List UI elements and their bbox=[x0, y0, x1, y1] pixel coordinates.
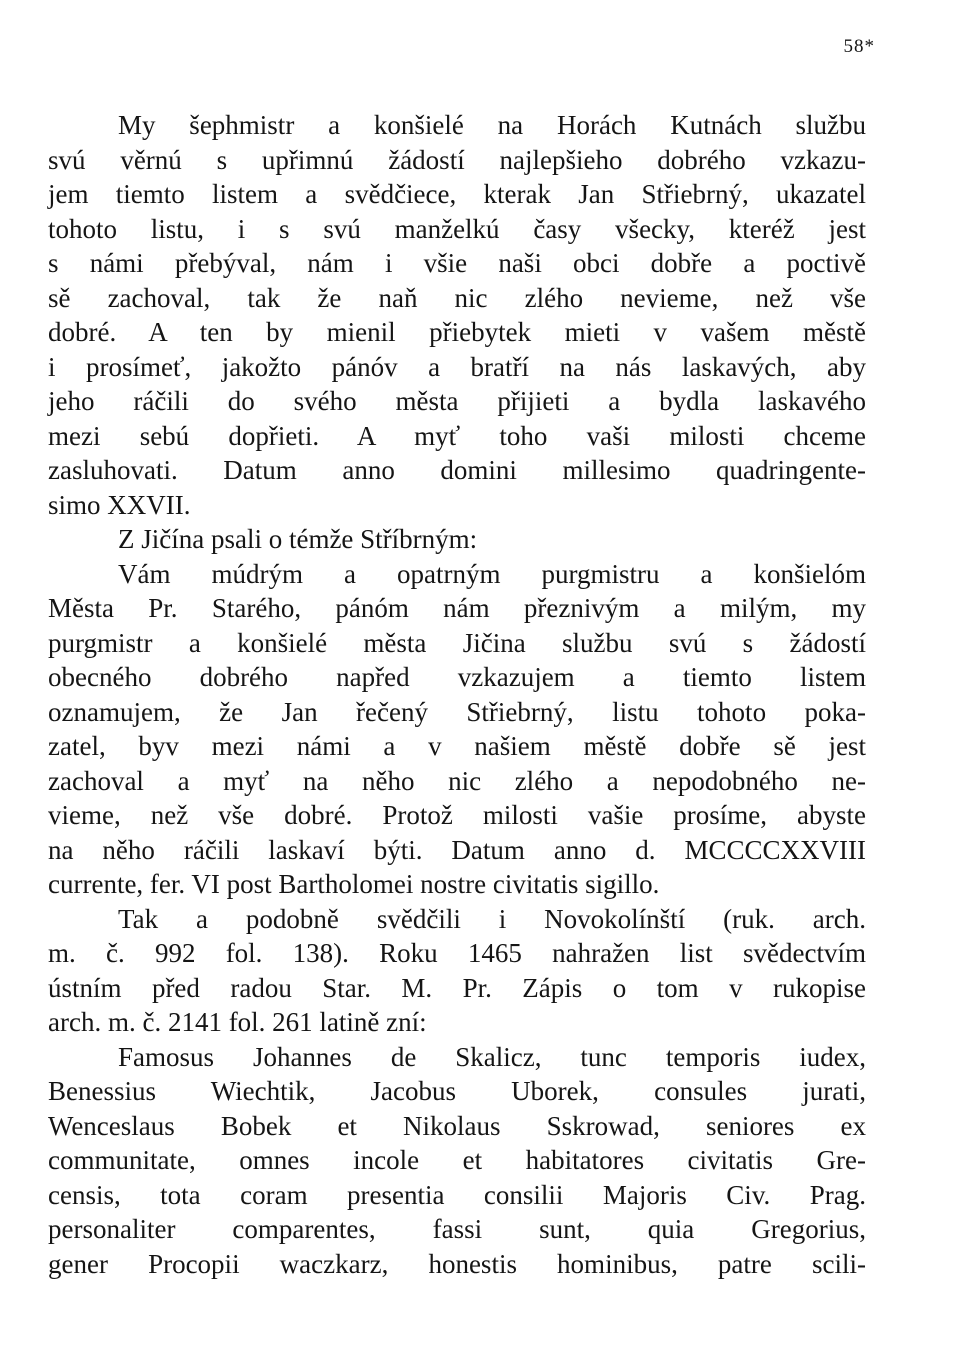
text-line: zasluhovati. Datum anno domini millesimo quadringente- bbox=[48, 455, 866, 485]
text-line: dobré. A ten by mienil přiebytek mieti v vašem městě bbox=[48, 317, 866, 347]
text-line: mezi sebú dopřieti. A myť toho vaši milosti chceme bbox=[48, 420, 866, 451]
text-line: Města Pr. Starého, pánóm nám přeznivým a milým, my bbox=[48, 593, 866, 623]
text-line: svú věrnú s upřimnú žádostí najlepšieho dobrého vzkazu- bbox=[48, 144, 866, 175]
text-line: oznamujem, že Jan řečený Střiebrný, listu tohoto poka- bbox=[48, 696, 866, 727]
text-line: Wenceslaus Bobek et Nikolaus Sskrowad, seniores ex bbox=[48, 1110, 866, 1141]
text-line: Z Jičína psali o témže Stříbrným: bbox=[118, 524, 478, 554]
text-line: vieme, než vše dobré. Protož milosti vašie prosíme, abyste bbox=[48, 800, 866, 830]
text-line: My šephmistr a konšielé na Horách Kutnách službu bbox=[118, 110, 866, 140]
text-line: tohoto listu, i s svú manželkú časy všecky, kteréž jest bbox=[48, 213, 866, 244]
text-line: personaliter comparentes, fassi sunt, quia Gregorius, bbox=[48, 1214, 866, 1244]
body-text bbox=[48, 108, 866, 1281]
text-line: s námi přebýval, nám i všie naši obci dobře a poctivě bbox=[48, 248, 866, 278]
text-line: zachoval a myť na něho nic zlého a nepodobného ne- bbox=[48, 765, 866, 796]
text-line: simo XXVII. bbox=[48, 489, 191, 520]
text-line: gener Procopii waczkarz, honestis hominibus, patre scili- bbox=[48, 1248, 866, 1279]
text-line: m. č. 992 fol. 138). Roku 1465 nahražen list svědectvím bbox=[48, 938, 866, 968]
text-line: arch. m. č. 2141 fol. 261 latině zní: bbox=[48, 1007, 427, 1037]
text-line: Famosus Johannes de Skalicz, tunc temporis iudex, bbox=[118, 1041, 866, 1072]
text-line: sě zachoval, tak že naň nic zlého nevieme, než vše bbox=[48, 282, 866, 313]
text-line: ústním před radou Star. M. Pr. Zápis o tom v rukopise bbox=[48, 972, 866, 1003]
text-line: obecného dobrého napřed vzkazujem a tiemto listem bbox=[48, 662, 866, 692]
text-line: Benessius Wiechtik, Jacobus Uborek, consules jurati, bbox=[48, 1076, 866, 1106]
text-line: zatel, byv mezi námi a v našiem městě dobře sě jest bbox=[48, 731, 866, 761]
text-line: censis, tota coram presentia consilii Majoris Civ. Prag. bbox=[48, 1179, 866, 1210]
text-line: Vám múdrým a opatrným purgmistru a konšielóm bbox=[118, 558, 866, 589]
text-line: i prosímeť, jakožto pánóv a bratří na nás laskavých, aby bbox=[48, 351, 866, 382]
text-line: communitate, omnes incole et habitatores civitatis Gre- bbox=[48, 1145, 866, 1175]
text-line: jeho ráčili do svého města přijieti a bydla laskavého bbox=[48, 386, 866, 416]
text-line: currente, fer. VI post Bartholomei nostre civitatis sigillo. bbox=[48, 869, 660, 899]
text-line: purgmistr a konšielé města Jičina službu svú s žádostí bbox=[48, 627, 866, 658]
text-line: jem tiemto listem a svědčiece, kterak Jan Střiebrný, ukazatel bbox=[48, 179, 866, 209]
text-line: na něho ráčili laskaví býti. Datum anno d. MCCCCXXVIII bbox=[48, 834, 866, 865]
page-number: 58* bbox=[843, 36, 875, 57]
text-line: Tak a podobně svědčili i Novokolínští (ruk. arch. bbox=[118, 903, 866, 934]
